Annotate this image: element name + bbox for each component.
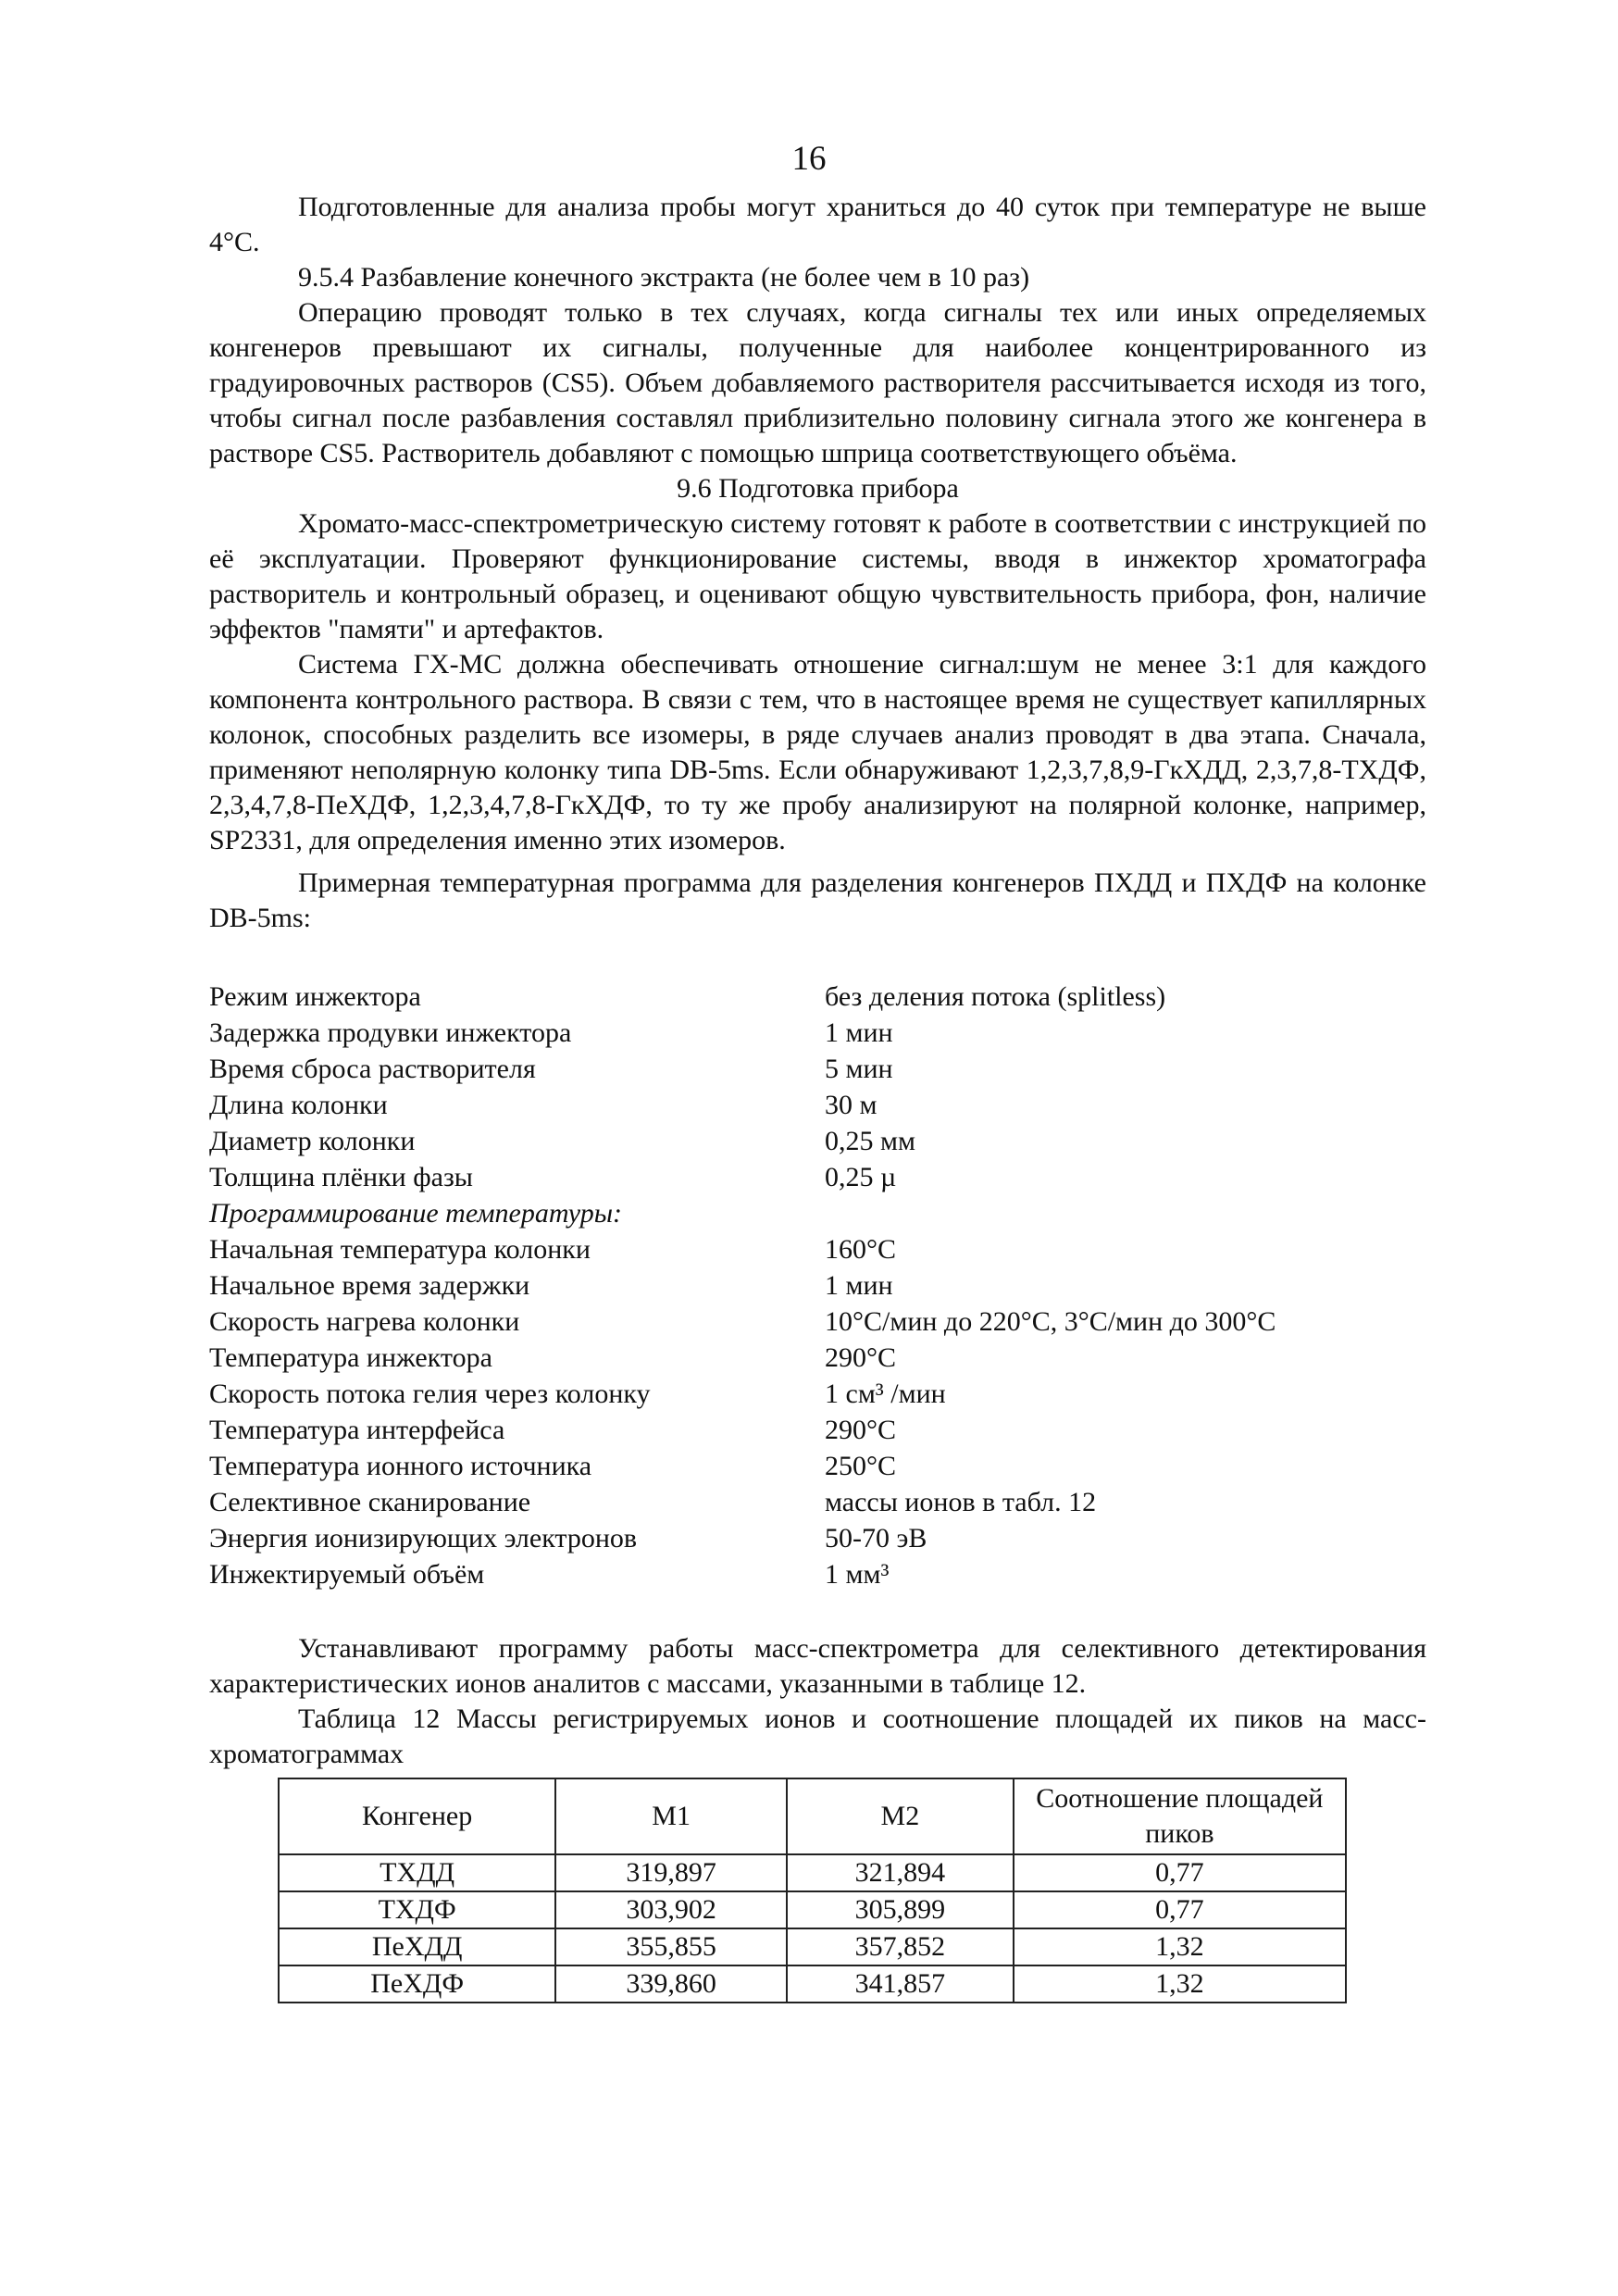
table-cell: 305,899 (787, 1891, 1014, 1928)
paragraph-storage: Подготовленные для анализа пробы могут храниться до 40 суток при температуре не выше 4°С. (209, 192, 1426, 257)
section-heading-96: 9.6 Подготовка прибора (677, 473, 959, 504)
parameter-row (209, 1267, 1426, 1304)
table-cell: ТХДД (279, 1854, 555, 1891)
paragraph-gcms-system: Система ГХ-МС должна обеспечивать отношение сигнал:шум не менее 3:1 для каждого компонента контрольного раствора. В связи с тем, что в настоящее время не существует капиллярных колонок, способных разделить все изомеры, в ряде случаев анализ проводят в два этапа. Сначала, применяют неполярную колонку типа DB-5ms. Если обнаруживают 1,2,3,7,8,9-ГкХДД, 2,3,7,8-ТХДФ, 2,3,4,7,8-ПеХДФ, 1,2,3,4,7,8-ГкХДФ, то ту же пробу анализируют на полярной колонке, например, SP2331, для определения именно этих изомеров. (209, 649, 1426, 855)
parameter-label: Диаметр колонки (209, 1125, 416, 1156)
parameter-label: Начальная температура колонки (209, 1233, 591, 1265)
parameter-row (209, 1448, 1426, 1484)
parameter-value: 290°С (825, 1341, 897, 1373)
paragraph-ms-program: Устанавливают программу работы масс-спектрометра для селективного детектирования характеристических ионов аналитов с массами, указанными в таблице 12. (209, 1633, 1426, 1699)
parameter-row (209, 1304, 1426, 1340)
table-header-row (279, 1778, 1346, 1854)
table-row (279, 1928, 1346, 1965)
parameter-label: Режим инжектора (209, 980, 421, 1012)
parameter-value: без деления потока (splitless) (825, 980, 1166, 1012)
parameter-label: Задержка продувки инжектора (209, 1017, 572, 1048)
table-header-cell: М2 (787, 1778, 1014, 1854)
table-cell: 339,860 (555, 1965, 787, 2003)
table-cell: 0,77 (1014, 1891, 1346, 1928)
table-cell: 355,855 (555, 1928, 787, 1965)
paragraph-instrument-prep: Хромато-масс-спектрометрическую систему готовят к работе в соответствии с инструкцией по её эксплуатации. Проверяют функционирование системы, вводя в инжектор хроматографа растворитель и контрольный образец, и оценивают общую чувствительность прибора, фон, наличие эффектов "памяти" и артефактов. (209, 508, 1426, 644)
table-cell: ПеХДФ (279, 1965, 555, 2003)
parameter-label: Селективное сканирование (209, 1486, 531, 1517)
parameter-row (209, 1087, 1426, 1123)
table-cell: 1,32 (1014, 1965, 1346, 2003)
table-header-cell: Соотношение площадей пиков (1014, 1778, 1346, 1854)
table-caption: Таблица 12 Массы регистрируемых ионов и соотношение площадей их пиков на масс-хроматограммах (209, 1703, 1426, 1769)
table-cell: 321,894 (787, 1854, 1014, 1891)
parameter-value: 1 мин (825, 1269, 893, 1301)
parameter-label: Скорость потока гелия через колонку (209, 1378, 651, 1409)
parameter-label: Толщина плёнки фазы (209, 1161, 473, 1192)
parameter-row (209, 1159, 1426, 1195)
table-cell: 0,77 (1014, 1854, 1346, 1891)
table-row (279, 1891, 1346, 1928)
paragraph-temp-program: Примерная температурная программа для разделения конгенеров ПХДД и ПХДФ на колонке DB-5ms: (209, 867, 1426, 933)
parameter-value: 250°С (825, 1450, 897, 1481)
table-cell: 319,897 (555, 1854, 787, 1891)
parameter-row (209, 1376, 1426, 1412)
parameter-row (209, 1340, 1426, 1376)
parameter-label: Начальное время задержки (209, 1269, 530, 1301)
parameter-label: Температура ионного источника (209, 1450, 592, 1481)
parameter-row (209, 1556, 1426, 1592)
parameter-row (209, 1231, 1426, 1267)
parameter-row (209, 979, 1426, 1015)
parameters-list (209, 979, 1426, 1592)
table-cell: 357,852 (787, 1928, 1014, 1965)
parameter-subheading (209, 1195, 1426, 1231)
parameter-value: 0,25 µ (825, 1161, 897, 1192)
parameter-value: 5 мин (825, 1053, 893, 1084)
parameter-value: 290°С (825, 1414, 897, 1445)
parameter-row (209, 1412, 1426, 1448)
table-cell: 303,902 (555, 1891, 787, 1928)
parameter-row (209, 1520, 1426, 1556)
parameter-value: 1 см³ /мин (825, 1378, 946, 1409)
parameter-value: 1 мин (825, 1017, 893, 1048)
parameter-row (209, 1123, 1426, 1159)
table-12 (278, 1778, 1347, 2003)
table-row (279, 1854, 1346, 1891)
paragraph-dilution: Операцию проводят только в тех случаях, когда сигналы тех или иных определяемых конгенеров превышают их сигналы, полученные для наиболее концентрированного из градуировочных растворов (CS5). Объем добавляемого растворителя рассчитывается исходя из того, чтобы сигнал после разбавления составлял приблизительно половину сигнала этого же конгенера в растворе CS5. Растворитель добавляют с помощью шприца соответствующего объёма. (209, 297, 1426, 468)
page-number: 16 (791, 140, 827, 178)
parameter-value: 10°С/мин до 220°С, 3°С/мин до 300°С (825, 1305, 1276, 1337)
parameter-row (209, 1484, 1426, 1520)
table-header-cell: Конгенер (279, 1778, 555, 1854)
table-cell: 341,857 (787, 1965, 1014, 2003)
parameter-label: Длина колонки (209, 1089, 388, 1120)
table-cell: 1,32 (1014, 1928, 1346, 1965)
parameter-label: Скорость нагрева колонки (209, 1305, 520, 1337)
parameter-value: 1 мм³ (825, 1558, 890, 1590)
parameter-value: массы ионов в табл. 12 (825, 1486, 1097, 1517)
table-cell: ТХДФ (279, 1891, 555, 1928)
parameter-value: 0,25 мм (825, 1125, 915, 1156)
section-heading-954: 9.5.4 Разбавление конечного экстракта (не более чем в 10 раз) (298, 262, 1030, 293)
parameter-row (209, 1015, 1426, 1051)
parameter-label: Время сброса растворителя (209, 1053, 536, 1084)
parameter-row (209, 1051, 1426, 1087)
parameter-value: 160°С (825, 1233, 897, 1265)
parameter-label: Температура инжектора (209, 1341, 492, 1373)
parameter-label: Инжектируемый объём (209, 1558, 485, 1590)
table-row (279, 1965, 1346, 2003)
table-cell: ПеХДД (279, 1928, 555, 1965)
parameter-value: 50-70 эВ (825, 1522, 927, 1554)
parameter-subheading-label: Программирование температуры: (209, 1197, 623, 1229)
document-body (209, 190, 1426, 2003)
table-header-cell: М1 (555, 1778, 787, 1854)
parameter-label: Температура интерфейса (209, 1414, 505, 1445)
parameter-value: 30 м (825, 1089, 877, 1120)
parameter-label: Энергия ионизирующих электронов (209, 1522, 638, 1554)
